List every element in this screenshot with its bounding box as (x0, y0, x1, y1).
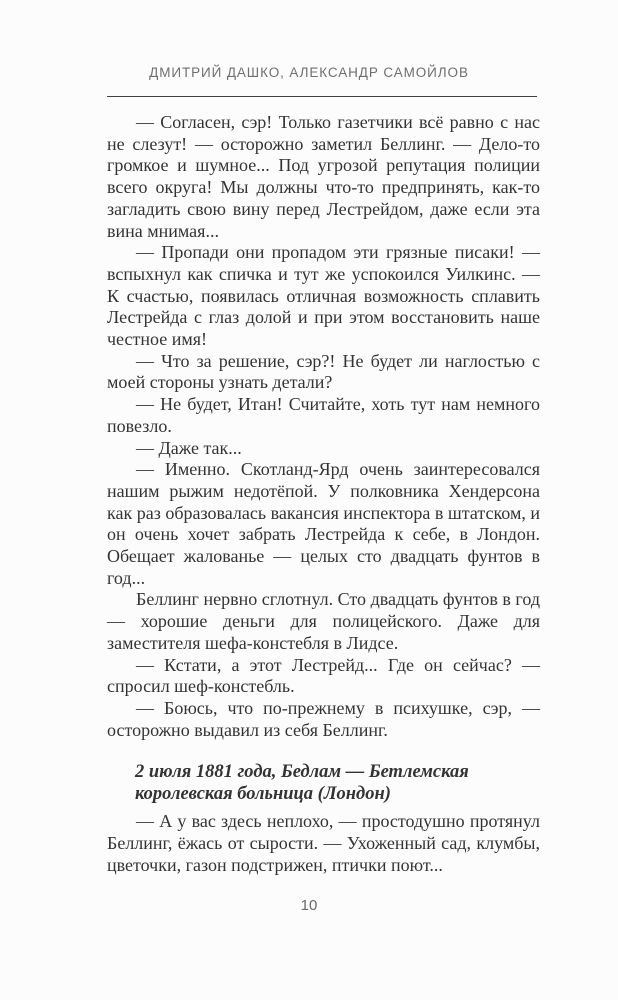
paragraph: — Пропади они пропадом эти грязные писаки! — вспыхнул как спичка и тут же успокоился Уилкинс. — К счастью, появилась отличная возможность сплавить Лестрейда с глаз долой и при этом восстановить наше честное имя! (107, 242, 540, 350)
page-number: 10 (300, 897, 318, 914)
paragraph: — Не будет, Итан! Считайте, хоть тут нам немного повезло. (107, 394, 540, 436)
paragraph: — Даже так... (136, 437, 242, 458)
paragraph: — Боюсь, что по-прежнему в психушке, сэр, — осторожно выдавил из себя Беллинг. (107, 697, 540, 740)
paragraph: — Кстати, а этот Лестрейд... Где он сейчас? — спросил шеф-констебль. (107, 654, 540, 697)
scene-heading: 2 июля 1881 года, Бедлам — Бетлемская королевская больница (Лондон) (135, 762, 469, 805)
paragraph: — Согласен, сэр! Только газетчики всё равно с нас не слезут! — осторожно заметил Беллинг. — Дело-то громкое и шумное... Под угрозой репутация полиции всего округа! Мы должны что-то предпринять, как-то загладить свою вину перед Лестрейдом, даже если эта вина мнимая... (107, 112, 540, 241)
paragraph: — А у вас здесь неплохо, — простодушно протянул Беллинг, ёжась от сырости. — Ухоженный сад, клумбы, цветочки, газон подстрижен, птички поют... (107, 811, 540, 875)
running-header-authors: ДМИТРИЙ ДАШКО, АЛЕКСАНДР САМОЙЛОВ (149, 65, 469, 80)
paragraph: — Что за решение, сэр?! Не будет ли наглостью с моей стороны узнать детали? (107, 350, 540, 393)
page-text (107, 112, 540, 877)
paragraph: Беллинг нервно сглотнул. Сто двадцать фунтов в год — хорошие деньги для полицейского. Даже для заместителя шефа-констебля в Лидсе. (107, 589, 540, 653)
header-rule (107, 96, 537, 97)
paragraph: — Именно. Скотланд-Ярд очень заинтересовался нашим рыжим недотёпой. У полковника Хендерсона как раз образовалась вакансия инспектора в штатском, и он очень хочет забрать Лестрейда к себе, в Лондон. Обещает жалованье — целых сто двадцать фунтов в год... (107, 459, 540, 588)
